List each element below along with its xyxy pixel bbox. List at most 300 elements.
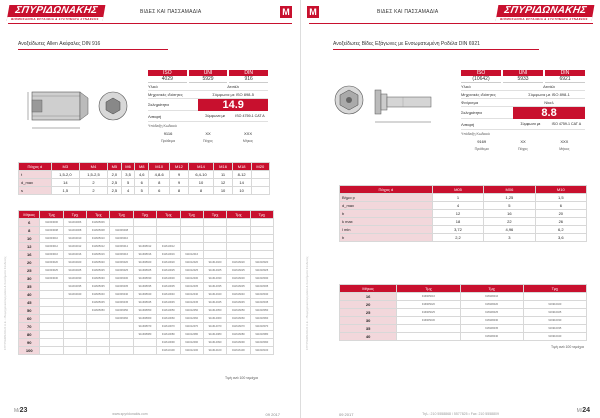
article-code-cell: 911608060 [133,315,156,323]
dim-cell: 6,2 [535,226,586,234]
code-hint-label: Υπόδειξη Κωδικού [148,124,177,128]
dim-cell [251,187,269,195]
article-code-cell: 911608035 [133,283,156,291]
article-code-cell: 911616045 [227,299,250,307]
article-code-cell [397,325,460,333]
head-side-shape [381,94,387,110]
dim-cell: 9 [170,171,188,179]
length-cell: 40 [340,333,397,341]
table-row [19,331,274,339]
article-code-cell [250,251,273,259]
article-code-cell [180,243,203,251]
dim-cell: 10 [214,187,232,195]
table-row [19,299,274,307]
article-code-cell: 911606016 [110,251,133,259]
article-code-cell [40,307,63,315]
dim-row-label: s [19,187,52,195]
article-code-cell: 916910040 [523,333,586,341]
section-heading: ΒΙΔΕΣ ΚΑΙ ΠΑΣΣΑΜΑΔΙΑ [140,9,202,15]
article-code-cell: 911606025 [110,267,133,275]
article-code-cell [40,339,63,347]
article-code-cell [40,283,63,291]
footer-website[interactable]: www.spyridonakis.com [112,412,148,416]
dim-cell: 5 [484,202,535,210]
dim-cell: 10 [188,179,214,187]
article-code-cell [203,227,226,235]
article-code-cell: 911610040 [157,291,180,299]
article-code-cell: 911616035 [227,283,250,291]
length-cell: 25 [19,267,40,275]
dim-cell: 1,5-2,5 [79,171,107,179]
article-code-cell [250,219,273,227]
article-code-cell: 911612035 [180,283,203,291]
dim-cell: 6,4-10 [188,171,214,179]
side-text: ΣΠΥΡΙΔΩΝΑΚΗΣ Α.Ε. • Βιομηχανικά Εργαλεία & Συστήματα Σύνδεσης [305,256,309,350]
article-code-cell [63,323,86,331]
article-code-cell: 911614080 [203,331,226,339]
dimension-table [18,162,270,195]
article-code-cell: 911614050 [203,307,226,315]
article-code-cell: 911603030 [40,275,63,283]
table-row [19,219,274,227]
dim-cell: 5 [121,179,135,187]
dim-cell: 2 [79,187,107,195]
article-header-cell: Τμχ [460,285,523,293]
article-code-cell: 911606045 [110,299,133,307]
length-cell: 40 [19,291,40,299]
dim-cell: 1,5 [535,194,586,202]
price-footnote: Τιμή ανά 100 τεμάχια [225,376,258,380]
article-code-cell: 911603006 [40,219,63,227]
article-code-cell [110,339,133,347]
length-cell: 90 [19,339,40,347]
article-code-cell: 911605050 [87,307,110,315]
article-code-cell: 911614035 [203,283,226,291]
length-cell: 70 [19,323,40,331]
article-code-cell: 916906035 [460,325,523,333]
article-code-cell: 911618070 [250,323,273,331]
article-header-cell: Τμχ [397,285,460,293]
dim-cell: 2,2 [432,234,483,242]
article-code-cell [63,299,86,307]
dim-cell: 4 [432,202,483,210]
article-code-cell [227,243,250,251]
article-code-cell: 916910020 [523,301,586,309]
dim-header-cell: Πάχος d [340,186,433,194]
product-title: Ανοξείδωτες Allen Ακέφαλες DIN 916 [18,41,168,50]
brand-logo [7,5,106,21]
article-header-cell: Τμχ [157,211,180,219]
article-code-cell: 911618035 [250,283,273,291]
article-code-cell: 916906040 [460,333,523,341]
dim-cell: 2,0 [108,171,122,179]
dim-header-cell: M4 [79,163,107,171]
article-code-cell [40,291,63,299]
article-code-cell: 911604025 [63,267,86,275]
dim-row [340,210,587,218]
length-cell: 10 [19,235,40,243]
dim-cell: 2,5 [108,179,122,187]
article-code-cell [63,347,86,355]
article-code-cell: 911616050 [227,307,250,315]
dim-cell: 8-12 [232,171,251,179]
length-cell: 80 [19,331,40,339]
article-code-cell: 911610020 [157,259,180,267]
article-code-cell: 911614020 [203,259,226,267]
std-din-value: 916 [229,76,268,83]
article-code-cell: 911605035 [87,283,110,291]
table-row [19,347,274,355]
table-row [19,259,274,267]
article-code-cell [157,227,180,235]
article-code-cell: 911616080 [227,331,250,339]
article-code-cell: 911604016 [63,251,86,259]
article-code-cell: 911610035 [157,283,180,291]
article-code-cell: 911604012 [63,243,86,251]
article-code-cell [110,219,133,227]
article-code-cell: 911614045 [203,299,226,307]
shank-shape [387,97,431,107]
article-code-cell: 911605030 [87,275,110,283]
dim-cell: 18 [432,218,483,226]
section-heading: ΒΙΔΕΣ ΚΑΙ ΠΑΣΣΑΜΑΔΙΑ [377,9,439,15]
article-code-cell: 911605008 [87,227,110,235]
dim-cell: 9 [170,179,188,187]
brand-square-icon: M [280,6,292,18]
article-code-cell: 911618025 [250,267,273,275]
dim-cell: 1,25 [484,194,535,202]
dim-header-cell: M20 [251,163,269,171]
article-code-cell [40,299,63,307]
dim-cell [251,171,269,179]
article-code-cell: 911604020 [63,259,86,267]
brand-subtitle: ΒΙΟΜΗΧΑΝΙΚΑ ΕΡΓΑΛΕΙΑ & ΣΥΣΤΗΜΑΤΑ ΣΥΝΔΕΣΗΣ [7,17,104,21]
table-row [19,227,274,235]
spec-row: Φινίρισμα Νίκελ [461,99,585,107]
article-code-cell: 911606035 [110,283,133,291]
dim-cell: 2,5 [108,187,122,195]
article-code-cell: 911606030 [110,275,133,283]
article-code-cell: 911603016 [40,251,63,259]
article-code-cell: 916910030 [523,317,586,325]
dim-header-cell: M05 [432,186,483,194]
article-code-cell: 911606050 [110,307,133,315]
dim-cell: 3,6 [535,234,586,242]
dim-cell: 3,5 [121,171,135,179]
article-header-cell: Τμχ [523,285,586,293]
article-code-cell: 911605006 [87,219,110,227]
dim-cell: 14 [232,179,251,187]
grub-screw-drawing [18,76,138,136]
article-code-cell: 911610060 [157,315,180,323]
length-cell: 8 [19,227,40,235]
article-code-cell: 911604006 [63,219,86,227]
code-labels: Πρόθεμα Πάχος Μήκος [474,147,570,151]
article-code-cell: 911618020 [250,259,273,267]
dim-row [340,202,587,210]
article-code-cell [40,347,63,355]
article-code-cell: 911610030 [157,275,180,283]
std-iso-value: 4029 [148,76,187,83]
std-uni-value: 5929 [189,76,228,83]
article-code-cell: 916910035 [523,325,586,333]
article-code-cell: 916905025 [397,309,460,317]
article-code-cell: 911610025 [157,267,180,275]
std-iso-label: ISO [148,70,187,76]
article-code-cell: 911605020 [87,259,110,267]
dim-row [19,179,270,187]
brand-name: ΣΠΥΡΙΔΩΝΑΚΗΣ [503,5,588,16]
table-row [19,339,274,347]
table-row [19,323,274,331]
article-code-cell: 911612080 [180,331,203,339]
article-code-cell: 911608040 [133,291,156,299]
table-row [340,309,587,317]
article-code-cell: 911614090 [203,339,226,347]
table-row [19,315,274,323]
article-code-cell: 911610050 [157,307,180,315]
dim-header-cell: M18 [232,163,251,171]
article-code-cell: 911612060 [180,315,203,323]
article-code-cell: 911603020 [40,259,63,267]
article-header-cell: Τμχ [40,211,63,219]
dim-cell: 2 [79,179,107,187]
article-code-cell [87,323,110,331]
article-code-cell: 911616040 [227,291,250,299]
dim-cell: 8 [170,187,188,195]
article-code-cell: 911605016 [87,251,110,259]
article-header-row [19,211,274,219]
dim-cell: 12 [432,210,483,218]
spec-row: Μηχανικές ιδιότητες Σύμφωνα με ISO 898-1 [461,91,585,99]
article-code-cell: 911618030 [250,275,273,283]
dim-cell: 6 [535,202,586,210]
dim-cell: 5 [135,187,149,195]
dim-header-row [340,186,587,194]
article-code-cell: 911616030 [227,275,250,283]
table-row [340,325,587,333]
article-header-cell: Τμχ [110,211,133,219]
article-code-cell [203,235,226,243]
article-code-cell: 916910025 [523,309,586,317]
article-code-cell [227,251,250,259]
socket-hole [346,97,352,103]
length-cell: 100 [19,347,40,355]
article-code-cell [110,323,133,331]
length-cell: 20 [19,259,40,267]
article-code-cell [203,219,226,227]
dim-header-row [19,163,270,171]
article-code-cell: 911604035 [63,283,86,291]
dim-header-cell: M3 [51,163,79,171]
article-code-cell: 911604040 [63,291,86,299]
price-footnote: Τιμή ανά 100 τεμάχια [551,345,584,349]
article-code-cell: 911608080 [133,331,156,339]
article-code-cell: 911614070 [203,323,226,331]
article-code-cell: 911618060 [250,315,273,323]
article-code-cell: 911610012 [157,243,180,251]
std-iso-label: ISO [461,70,501,76]
table-row [340,301,587,309]
brand-subtitle: ΒΙΟΜΗΧΑΝΙΚΑ ΕΡΓΑΛΕΙΑ & ΣΥΣΤΗΜΑΤΑ ΣΥΝΔΕΣΗΣ [496,17,593,21]
dim-header-cell: M10 [149,163,170,171]
dim-row-label: l min [340,226,433,234]
table-row [19,243,274,251]
table-row [340,333,587,341]
length-cell: 16 [340,293,397,301]
length-cell: 6 [19,219,40,227]
table-row [19,307,274,315]
article-code-cell [133,227,156,235]
length-cell: 16 [19,251,40,259]
dim-row-label: d_max [340,202,433,210]
article-header-cell: Τμχ [227,211,250,219]
article-code-cell [133,235,156,243]
table-row [19,235,274,243]
strength-class: 8.8 [513,107,585,119]
dim-row-label: Βήμα p [340,194,433,202]
article-code-cell: 911612050 [180,307,203,315]
dim-row-label: k max [340,218,433,226]
product-title: Ανοξείδωτες Βίδες Εξάγωνες με Ενσωματωμένη Ροδέλα DIN 6921 [333,41,539,50]
dim-header-cell: M8 [135,163,149,171]
length-cell: 20 [340,301,397,309]
dim-row [340,234,587,242]
dim-cell: 4 [121,187,135,195]
article-code-cell: 911605010 [87,235,110,243]
article-code-cell: 916906030 [460,317,523,325]
dim-header-cell: Πάχος d [19,163,52,171]
article-code-cell [87,315,110,323]
brand-square-icon: M [307,6,319,18]
brand-name: ΣΠΥΡΙΔΩΝΑΚΗΣ [14,5,99,16]
article-code-cell [63,339,86,347]
table-row [19,291,274,299]
strength-class: 14.9 [198,99,268,111]
page-number: Μ/23 [14,407,28,414]
article-code-cell [110,347,133,355]
article-code-cell: 911614100 [203,347,226,355]
dim-row [19,171,270,179]
article-code-cell [87,347,110,355]
strength-row: Σκληρότητα 8.8 [461,107,585,119]
right-spec-block [461,70,585,152]
dim-header-cell: M14 [188,163,214,171]
article-code-cell: 911614025 [203,267,226,275]
dim-cell: 10 [232,187,251,195]
article-code-cell [133,347,156,355]
dim-cell: 26 [535,218,586,226]
length-cell: 30 [19,275,40,283]
hex-socket-shape [32,100,42,112]
dim-cell: 12 [214,179,232,187]
flange-side-shape [375,90,381,114]
article-code-cell [227,227,250,235]
dim-cell: 8 [149,179,170,187]
article-code-cell: 911610070 [157,323,180,331]
article-code-cell [63,315,86,323]
article-code-cell [180,227,203,235]
article-code-cell: 916905020 [397,301,460,309]
dim-cell: 14 [51,179,79,187]
article-code-cell: 911618045 [250,299,273,307]
std-din-label: DIN [545,70,585,76]
article-header-cell: Τμχ [63,211,86,219]
article-code-cell: 911604010 [63,235,86,243]
table-row [19,283,274,291]
article-code-cell [63,331,86,339]
dim-row-label: b [340,210,433,218]
article-code-cell: 911616090 [227,339,250,347]
dim-row [340,226,587,234]
table-row [340,293,587,301]
article-code-cell: 911616020 [227,259,250,267]
article-code-cell: 911618100 [250,347,273,355]
article-code-cell: 911608045 [133,299,156,307]
table-row [19,251,274,259]
article-code-cell [180,235,203,243]
table-row [19,267,274,275]
code-values: 9169 XX XXX [477,139,569,144]
table-row [19,275,274,283]
dim-row-label: t [19,171,52,179]
article-code-cell: 911618050 [250,307,273,315]
dim-header-cell: M12 [170,163,188,171]
footer-contact: Τηλ.: 210 5558868 / 5577825 • Fax: 210 5558809 [422,412,499,416]
article-code-cell: 911606020 [110,259,133,267]
article-code-cell: 911614060 [203,315,226,323]
article-code-cell: 911606010 [110,235,133,243]
side-text: ΣΠΥΡΙΔΩΝΑΚΗΣ Α.Ε. • Βιομηχανικά Εργαλεία & Συστήματα Σύνδεσης [3,256,7,350]
article-code-cell [523,293,586,301]
length-cell: 12 [19,243,40,251]
dim-cell: 1 [432,194,483,202]
article-code-cell: 911612070 [180,323,203,331]
length-cell: 35 [19,283,40,291]
article-code-cell [157,219,180,227]
dim-cell: 6 [135,179,149,187]
article-code-cell [63,307,86,315]
right-page [300,0,600,418]
header-rule [8,23,292,24]
header-rule [309,23,593,24]
article-header-cell: Τμχ [180,211,203,219]
dim-cell: 6 [149,187,170,195]
article-code-cell: 911603025 [40,267,63,275]
dim-row [340,194,587,202]
article-code-cell: 911612016 [180,251,203,259]
article-code-cell [250,243,273,251]
std-din-label: DIN [229,70,268,76]
left-spec-block [148,70,268,144]
dim-cell: 4,8-6 [149,171,170,179]
article-header-cell: Μήκος [19,211,40,219]
article-code-cell: 916906020 [460,301,523,309]
dimension-table [339,185,587,242]
length-cell: 30 [340,317,397,325]
dim-cell: 11 [214,171,232,179]
article-code-cell: 911603012 [40,243,63,251]
article-code-cell [250,227,273,235]
article-code-cell: 911606040 [110,291,133,299]
article-code-cell: 911614040 [203,291,226,299]
article-code-cell: 911606060 [110,315,133,323]
article-code-cell: 911603008 [40,227,63,235]
screw-cone-point [80,92,88,120]
article-code-cell: 911610045 [157,299,180,307]
strength-row: Σκληρότητα 14.9 [148,99,268,111]
article-code-cell [110,331,133,339]
